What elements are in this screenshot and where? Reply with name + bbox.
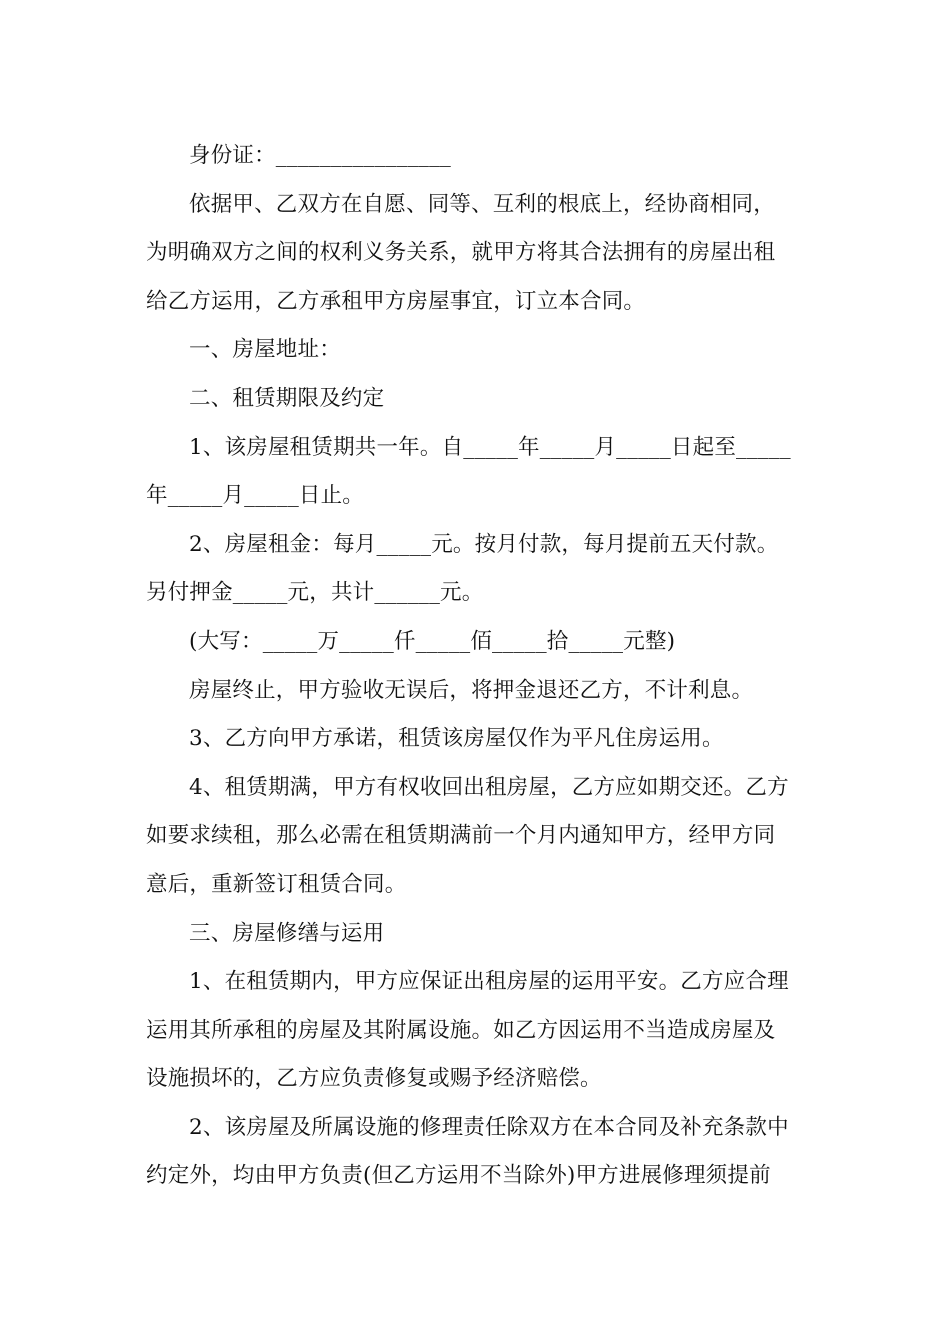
contract-line: 二、租赁期限及约定 [189, 385, 385, 411]
contract-line: 房屋终止，甲方验收无误后，将押金退还乙方，不计利息。 [189, 677, 754, 703]
contract-line: 设施损坏的，乙方应负责修复或赐予经济赔偿。 [146, 1066, 602, 1092]
contract-line: 1、该房屋租赁期共一年。自_____年_____月_____日起至_____ [189, 434, 791, 460]
contract-line: 一、房屋地址： [189, 337, 341, 363]
contract-line: 约定外，均由甲方负责(但乙方运用不当除外)甲方进展修理须提前 [146, 1163, 771, 1189]
contract-line: 年_____月_____日止。 [146, 483, 365, 509]
contract-line: 意后，重新签订租赁合同。 [146, 871, 407, 897]
contract-line: 为明确双方之间的权利义务关系，就甲方将其合法拥有的房屋出租 [146, 240, 776, 266]
contract-line: 3、乙方向甲方承诺，租赁该房屋仅作为平凡住房运用。 [189, 726, 724, 752]
contract-line: 如要求续租，那么必需在租赁期满前一个月内通知甲方，经甲方同 [146, 823, 776, 849]
contract-line: (大写：_____万_____仟_____佰_____拾_____元整) [189, 628, 676, 654]
contract-line: 依据甲、乙双方在自愿、同等、互利的根底上，经协商相同， [189, 191, 775, 217]
contract-line: 给乙方运用，乙方承租甲方房屋事宜，订立本合同。 [146, 288, 646, 314]
contract-line: 2、该房屋及所属设施的修理责任除双方在本合同及补充条款中 [189, 1114, 789, 1140]
contract-line: 运用其所承租的房屋及其附属设施。如乙方因运用不当造成房屋及 [146, 1017, 776, 1043]
contract-line: 三、房屋修缮与运用 [189, 920, 385, 946]
contract-line: 身份证：________________ [189, 143, 452, 168]
contract-line: 1、在租赁期内，甲方应保证出租房屋的运用平安。乙方应合理 [189, 969, 789, 995]
contract-line: 2、房屋租金：每月_____元。按月付款，每月提前五天付款。 [189, 531, 779, 557]
contract-body [146, 132, 811, 1201]
contract-line: 4、租赁期满，甲方有权收回出租房屋，乙方应如期交还。乙方 [189, 774, 789, 800]
contract-line: 另付押金_____元，共计______元。 [146, 580, 484, 606]
